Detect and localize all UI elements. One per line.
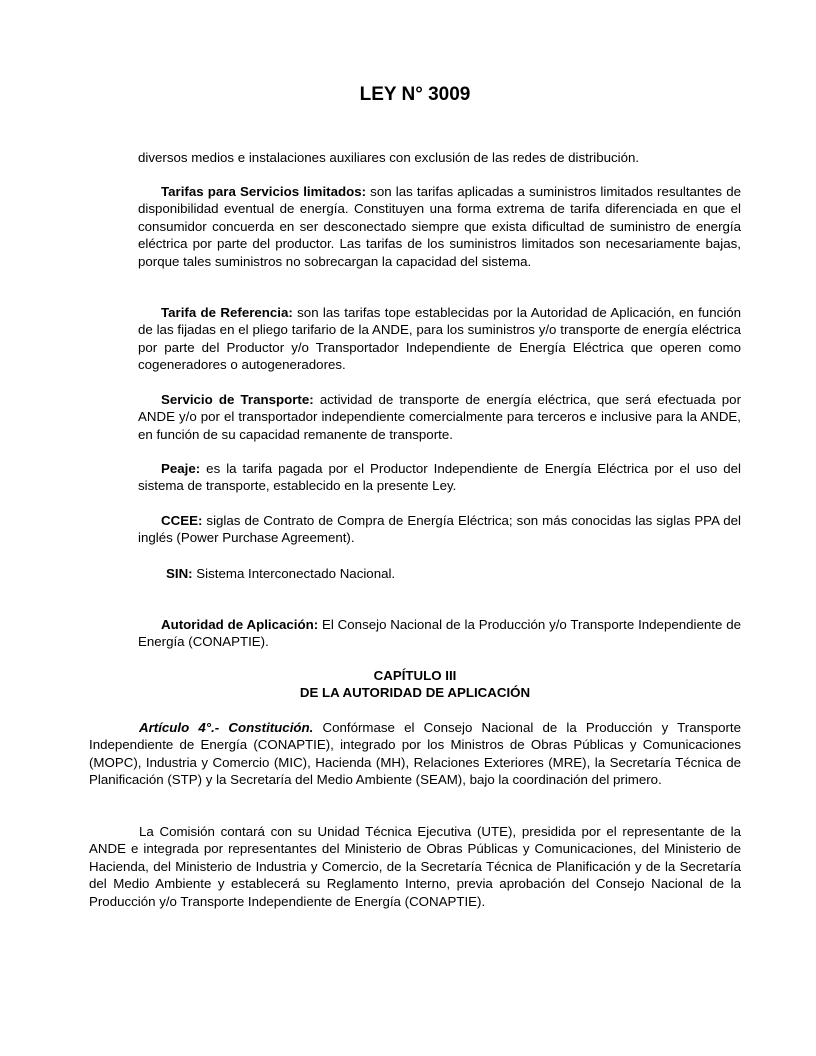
article-heading: Artículo 4°.- Constitución. [139, 720, 314, 735]
definition-text: son las tarifas aplicadas a suministros limitados resultantes de disponibilidad eventual de energía. Constituyen una forma extrema de tarifa diferenciada en que el consumidor concuerda en ser desconectado siempre que exista dificultad de suministro de energía eléctrica por parte del productor. Las tarifas de los suministros limitados son necesariamente bajas, porque tales suministros no sobrecargan la capacidad del sistema. [138, 184, 741, 269]
definition-servicio-transporte [138, 391, 741, 443]
definition-sin [138, 565, 741, 582]
continuation-text: diversos medios e instalaciones auxiliares con exclusión de las redes de distribución. [138, 150, 640, 165]
chapter-number: CAPÍTULO III [373, 668, 457, 683]
definition-text: son las tarifas tope establecidas por la Autoridad de Aplicación, en función de las fijadas en el pliego tarifario de la ANDE, para los suministros y/o transporte de energía eléctrica por parte del Productor y/o Transportador Independiente de Energía Eléctrica que operen como cogeneradores o autogeneradores. [138, 305, 741, 373]
definition-term: Tarifas para Servicios limitados: [161, 184, 367, 199]
definition-term: SIN: [166, 566, 193, 581]
article-text: Confórmase el Consejo Nacional de la Producción y Transporte Independiente de Energía (CONAPTIE), integrado por los Ministros de Obras Públicas y Comunicaciones (MOPC), Industria y Comercio (MIC), Hacienda (MH), Relaciones Exteriores (MRE), la Secretaría Técnica de Planificación (STP) y la Secretaría del Medio Ambiente (SEAM), bajo la coordinación del primero. [89, 720, 741, 788]
definition-peaje [138, 460, 741, 495]
definition-autoridad-aplicacion [138, 616, 741, 651]
definition-text: siglas de Contrato de Compra de Energía Eléctrica; son más conocidas las siglas PPA del inglés (Power Purchase Agreement). [138, 513, 741, 546]
commission-text: La Comisión contará con su Unidad Técnica Ejecutiva (UTE), presidida por el representante de la ANDE e integrada por representantes del Ministerio de Obras Públicas y Comunicaciones, del Ministerio de Hacienda, del Ministerio de Industria y Comercio, de la Secretaría Técnica de Planificación y de la Secretaría del Medio Ambiente y establecerá su Reglamento Interno, previa aprobación del Consejo Nacional de la Producción y/o Transporte Independiente de Energía (CONAPTIE). [89, 824, 741, 909]
law-title: LEY N° 3009 [359, 84, 471, 105]
definition-term: Tarifa de Referencia: [161, 305, 293, 320]
definition-tarifas-servicios-limitados [138, 183, 741, 270]
definition-term: Peaje: [161, 461, 201, 476]
commission-paragraph [89, 823, 741, 910]
definition-tarifa-referencia [138, 304, 741, 374]
continuation-paragraph [138, 149, 741, 166]
definition-term: Autoridad de Aplicación: [161, 617, 319, 632]
definition-text: actividad de transporte de energía eléctrica, que será efectuada por ANDE y/o por el transportador independiente comercialmente para terceros e inclusive para la ANDE, en función de su capacidad remanente de transporte. [138, 392, 741, 442]
definition-ccee [138, 512, 741, 547]
definition-term: Servicio de Transporte: [161, 392, 314, 407]
definition-text: El Consejo Nacional de la Producción y/o Transporte Independiente de Energía (CONAPTIE). [138, 617, 741, 650]
article-4-paragraph [89, 719, 741, 789]
chapter-heading: DE LA AUTORIDAD DE APLICACIÓN [299, 685, 531, 700]
definition-text: Sistema Interconectado Nacional. [192, 566, 396, 581]
definition-text: es la tarifa pagada por el Productor Independiente de Energía Eléctrica por el uso del sistema de transporte, establecido en la presente Ley. [138, 461, 741, 494]
definition-term: CCEE: [161, 513, 203, 528]
